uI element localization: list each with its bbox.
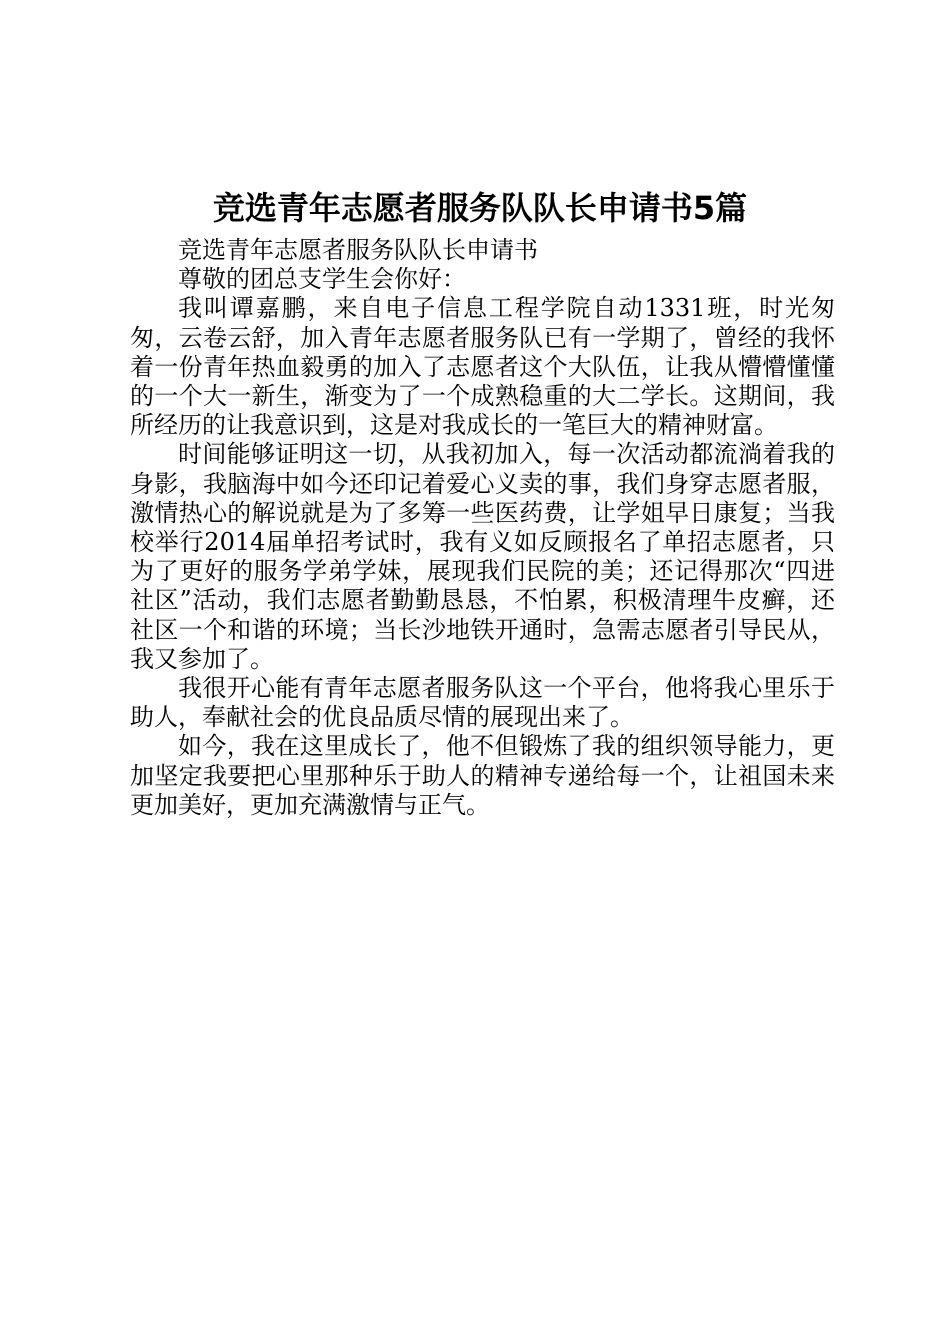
paragraph-subtitle: 竞选青年志愿者服务队队长申请书 [178,236,538,264]
paragraph-salutation: 尊敬的团总支学生会你好： [178,265,466,294]
document-title: 竞选青年志愿者服务队队长申请书5篇 [212,189,748,227]
paragraph-activities: 时间能够证明这一切，从我初加入，每一次活动都流淌着我的身影，我脑海中如今还印记着爱心义卖的事，我们身穿志愿者服，激情热心的解说就是为了多筹一些医药费，让学姐早日康复；当我校举行2014届单招考试时，我有义如反顾报名了单招志愿者，只为了更好的服务学弟学妹，展现我们民院的美；还记得那次“四进社区”活动，我们志愿者勤勤恳恳，不怕累，积极清理牛皮癣，还社区一个和谐的环境；当长沙地铁开通时，急需志愿者引导民从，我又参加了。 [130,440,835,673]
paragraph-conclusion: 如今，我在这里成长了，他不但锻炼了我的组织领导能力，更加坚定我要把心里那种乐于助人的精神专递给每一个，让祖国未来更加美好，更加充满激情与正气。 [130,732,835,819]
paragraph-introduction: 我叫谭嘉鹏，来自电子信息工程学院自动1331班，时光匆匆，云卷云舒，加入青年志愿者服务队已有一学期了，曾经的我怀着一份青年热血毅勇的加入了志愿者这个大队伍，让我从懵懵懂懂的一个大一新生，渐变为了一个成熟稳重的大二学长。这期间，我所经历的让我意识到，这是对我成长的一笔巨大的精神财富。 [130,294,835,440]
document-body [130,236,835,820]
paragraph-platform: 我很开心能有青年志愿者服务队这一个平台，他将我心里乐于助人，奉献社会的优良品质尽情的展现出来了。 [130,674,835,732]
